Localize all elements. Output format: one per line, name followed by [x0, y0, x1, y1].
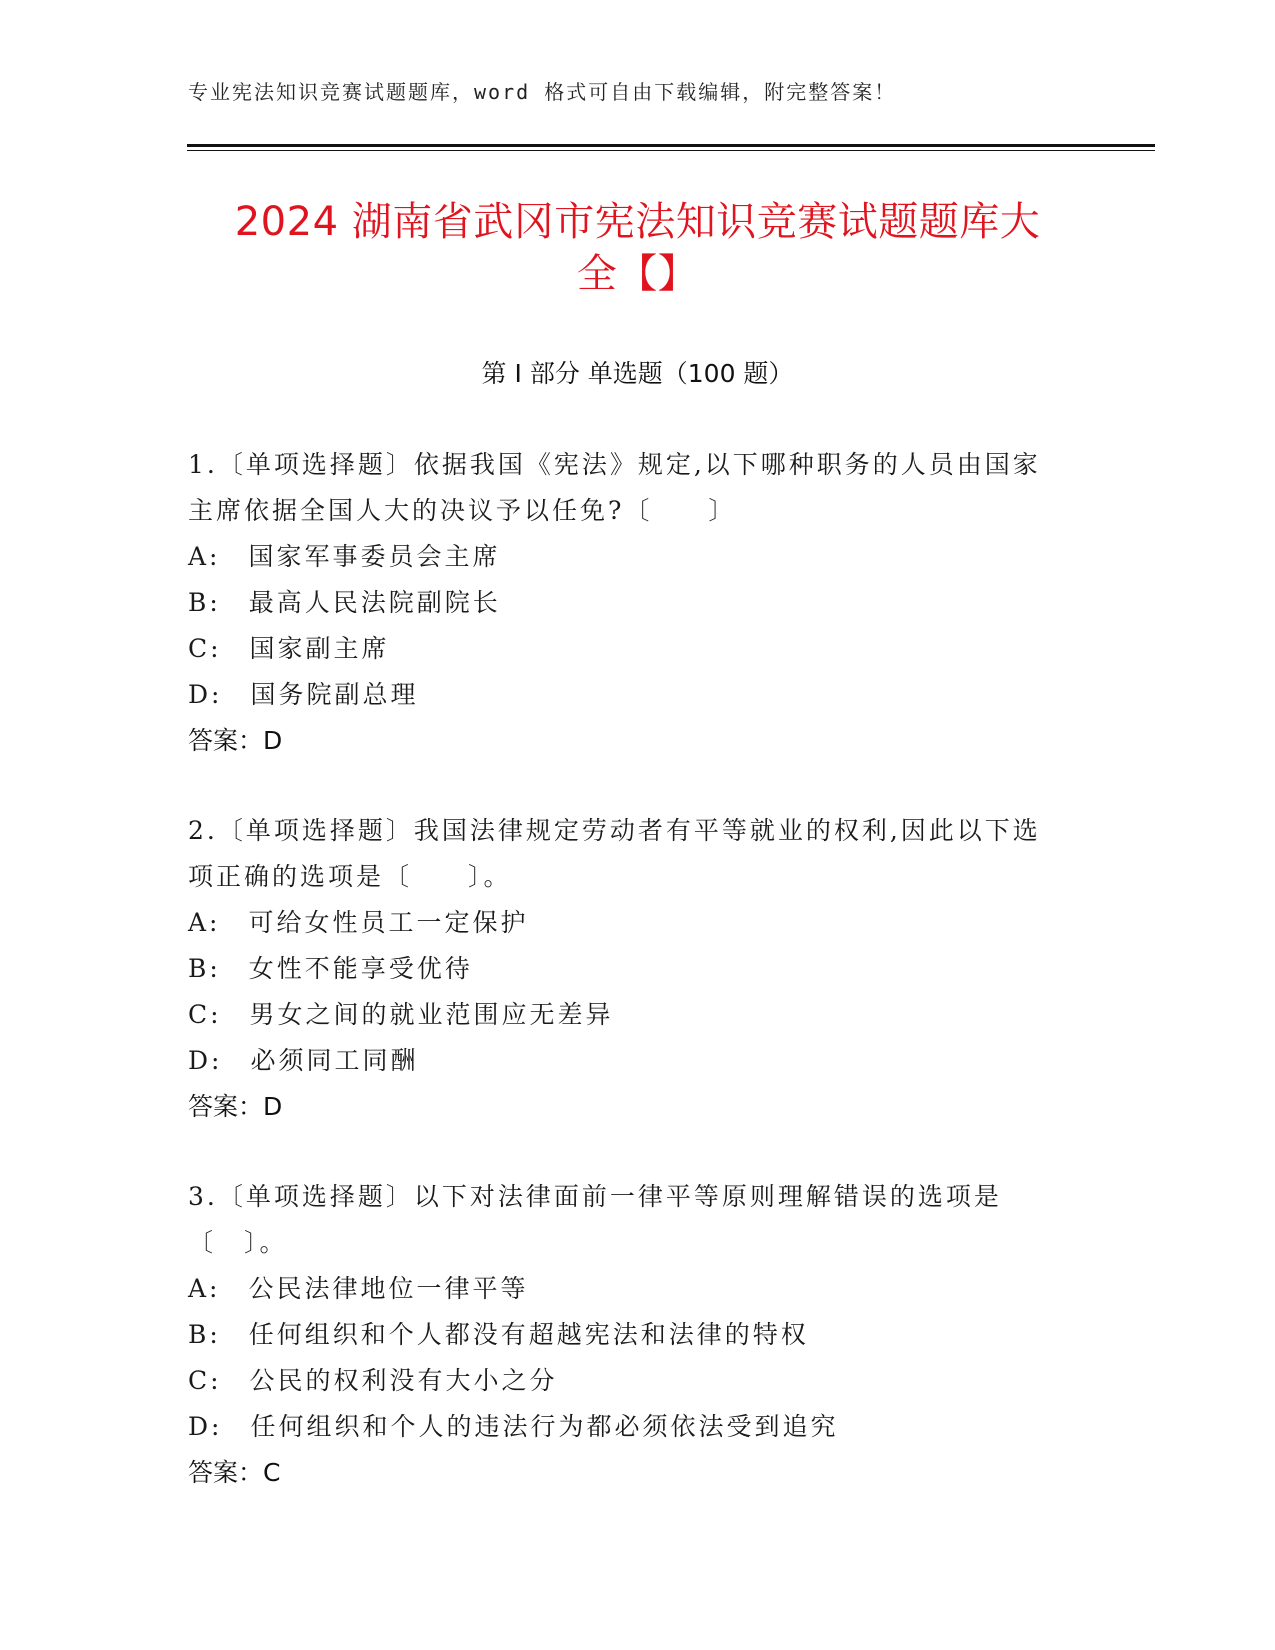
- option-a: A: 国家军事委员会主席: [188, 542, 501, 571]
- question-text: 2.〔单项选择题〕我国法律规定劳动者有平等就业的权利,因此以下选项正确的选项是〔 〕。: [188, 816, 1041, 891]
- header-rule-thick: [187, 144, 1155, 147]
- answer-line: 答案：C: [188, 1458, 281, 1487]
- document-title-line-1: 2024 湖南省武冈市宪法知识竞赛试题题库大: [234, 199, 1041, 245]
- section-heading: 第 I 部分 单选题（100 题）: [481, 359, 794, 388]
- option-d: D: 国务院副总理: [188, 680, 419, 709]
- answer-line: 答案：D: [188, 726, 283, 755]
- option-b: B: 任何组织和个人都没有超越宪法和法律的特权: [188, 1320, 809, 1349]
- option-c: C: 男女之间的就业范围应无差异: [188, 1000, 614, 1029]
- question-text: 3.〔单项选择题〕以下对法律面前一律平等原则理解错误的选项是〔 〕。: [188, 1182, 1002, 1257]
- option-b: B: 最高人民法院副院长: [188, 588, 501, 617]
- question-text: 1.〔单项选择题〕依据我国《宪法》规定,以下哪种职务的人员由国家主席依据全国人大的决议予以任免?〔 〕: [188, 450, 1041, 525]
- option-a: A: 公民法律地位一律平等: [188, 1274, 529, 1303]
- answer-line: 答案：D: [188, 1092, 283, 1121]
- question-3: [188, 1174, 1088, 1496]
- option-d: D: 任何组织和个人的违法行为都必须依法受到追究: [188, 1412, 839, 1441]
- option-c: C: 国家副主席: [188, 634, 390, 663]
- question-1: [188, 442, 1088, 764]
- header-rule-thin: [187, 150, 1155, 151]
- header-note: 专业宪法知识竞赛试题题库，word 格式可自由下载编辑，附完整答案！: [188, 80, 897, 104]
- question-list: [188, 442, 1088, 1540]
- option-c: C: 公民的权利没有大小之分: [188, 1366, 558, 1395]
- question-2: [188, 808, 1088, 1130]
- option-a: A: 可给女性员工一定保护: [188, 908, 529, 937]
- option-d: D: 必须同工同酬: [188, 1046, 419, 1075]
- option-b: B: 女性不能享受优待: [188, 954, 473, 983]
- document-title: [150, 196, 1125, 300]
- document-title-line-2: 全【】: [576, 251, 699, 297]
